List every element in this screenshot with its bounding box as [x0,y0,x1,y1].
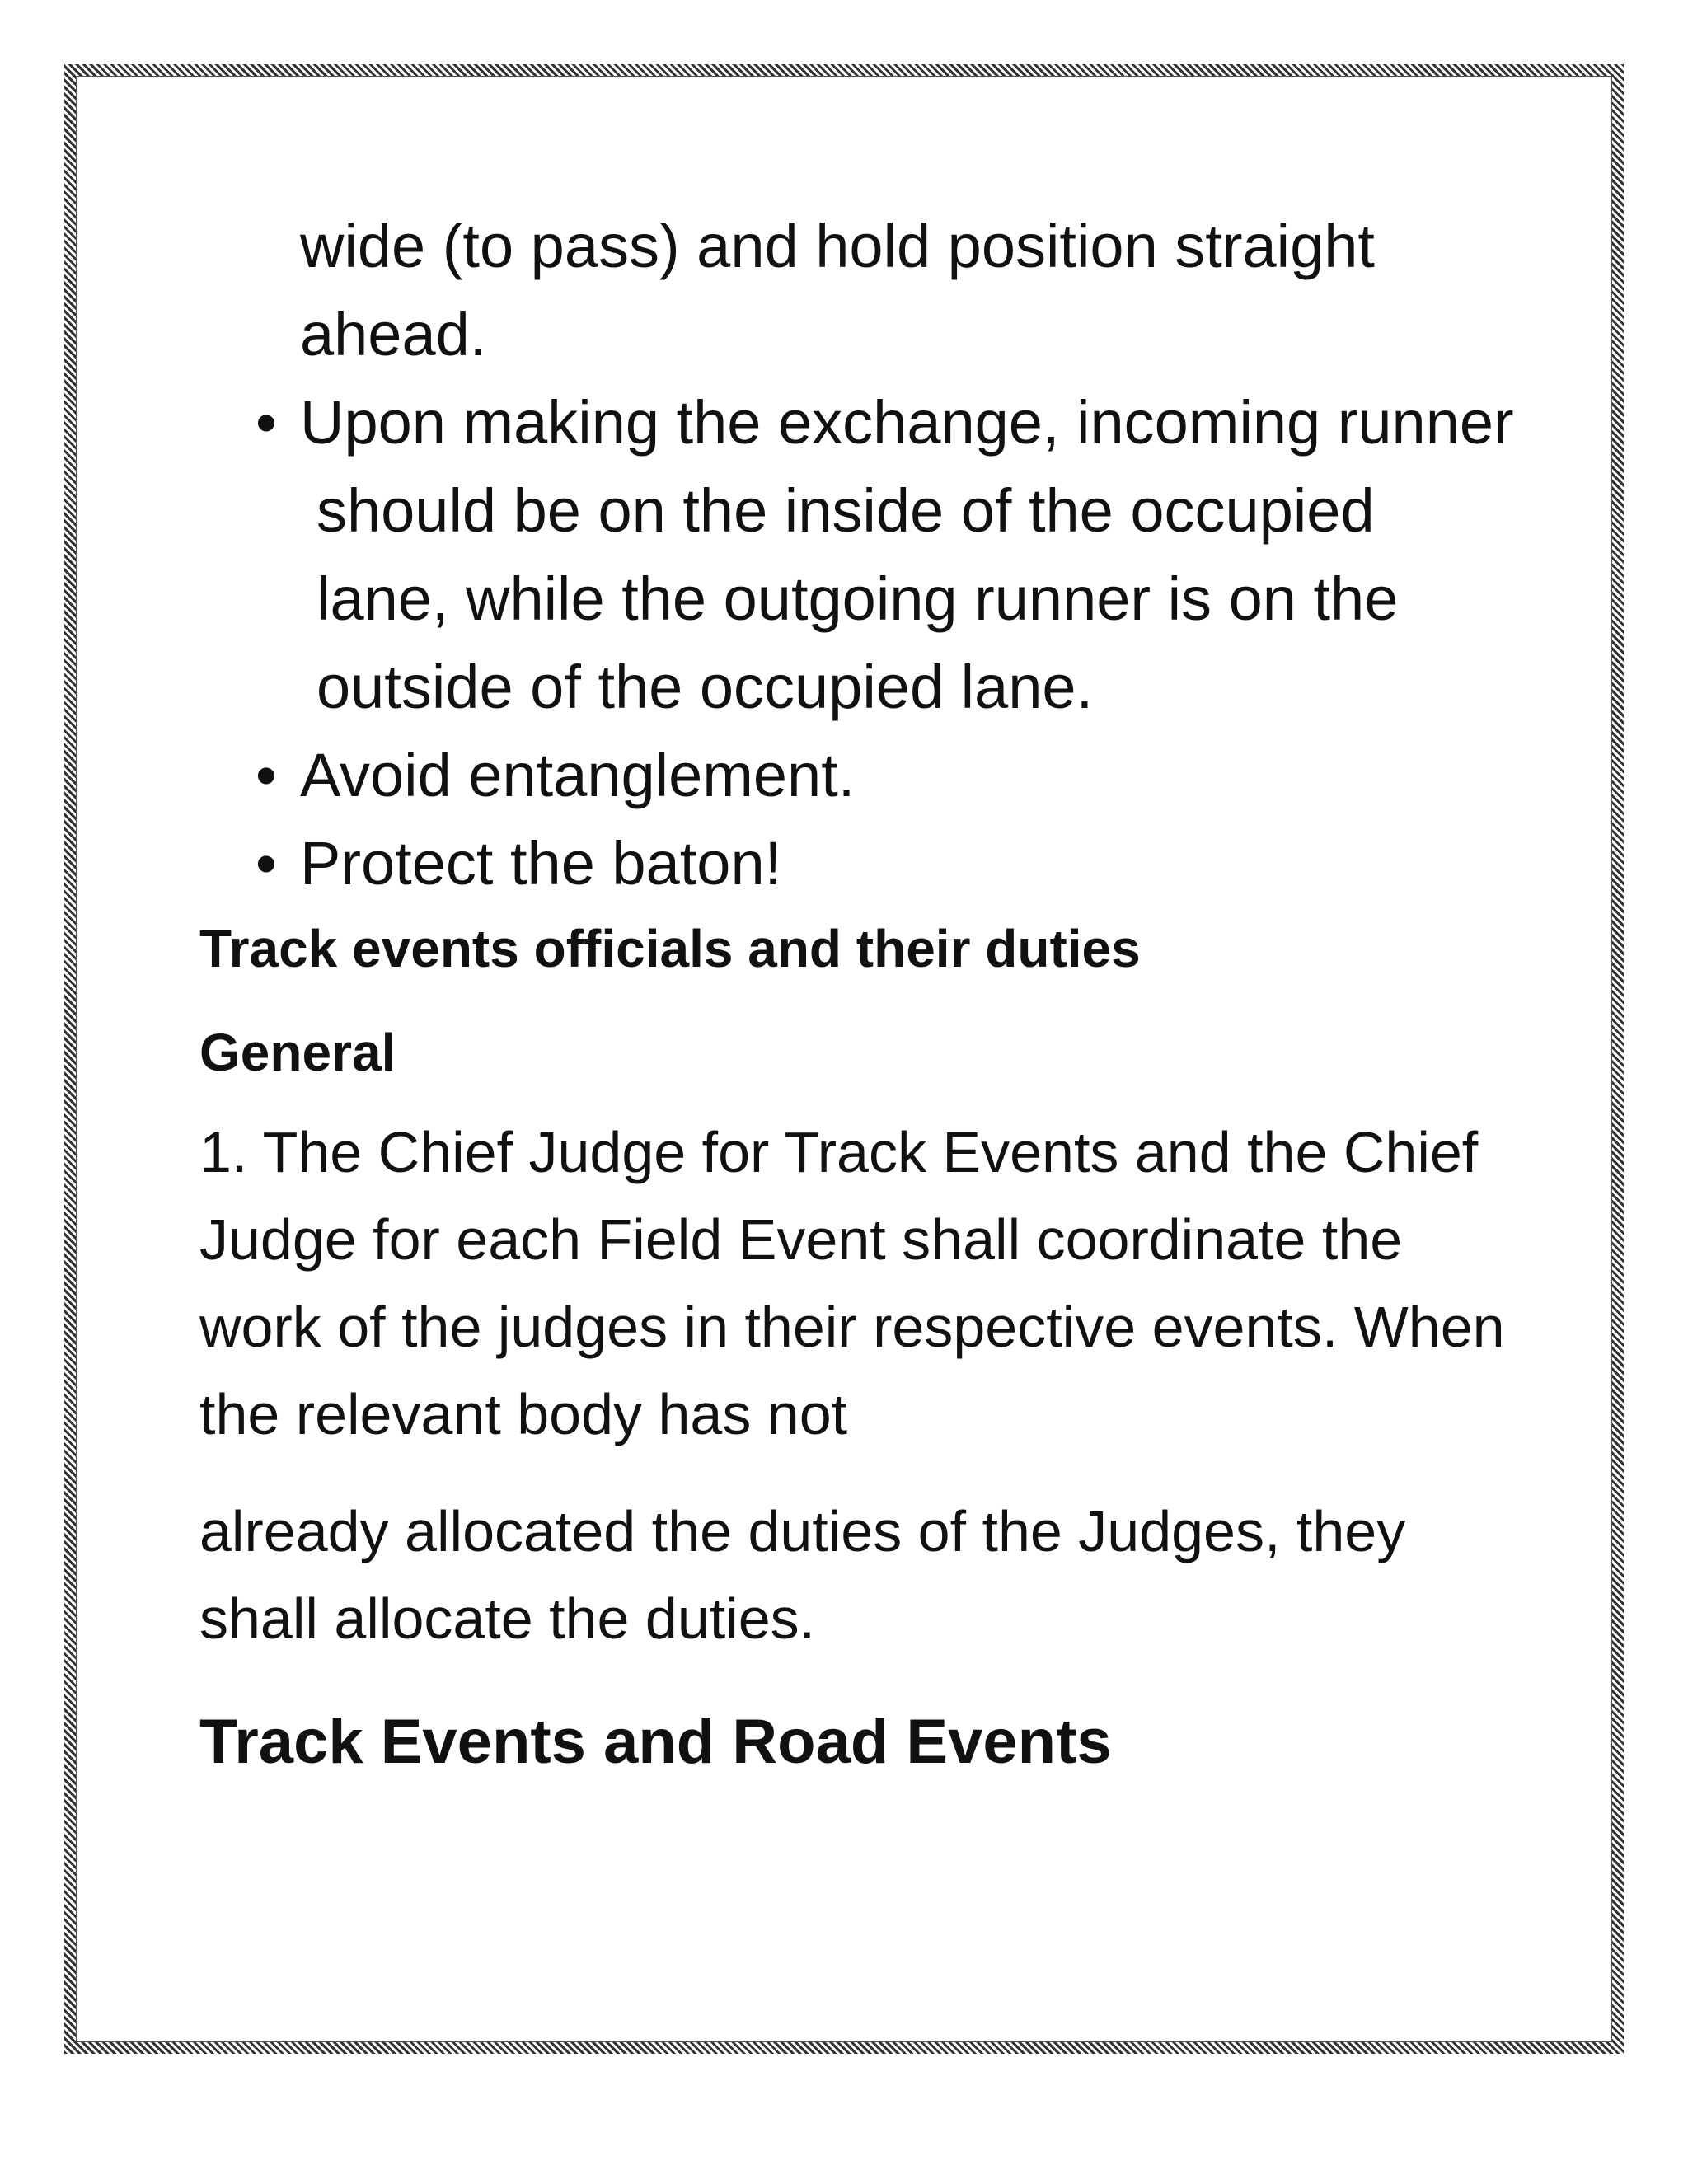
section-heading: Track events officials and their duties [199,919,1141,978]
bullet-list [199,378,1518,907]
paragraph-chief-judge: 1. The Chief Judge for Track Events and the Chief Judge for each Field Event shall coordinate the work of the judges in their respective events. When the relevant body has not [199,1120,1505,1446]
bullet-text: Upon making the exchange, incoming runner should be on the inside of the occupied lane, while the outgoing runner is on the outside of the occupied lane. [300,388,1514,721]
bullet-icon: • [256,741,277,809]
bullet-icon: • [256,829,277,898]
continuation-line-2: ahead. [300,300,487,368]
paragraph-allocation: already allocated the duties of the Judges, they shall allocate the duties. [199,1499,1406,1651]
bullet-text: Protect the baton! [300,829,782,898]
bullet-item-baton [199,819,1518,907]
bullet-item-exchange [199,378,1518,731]
continuation-line-1: wide (to pass) and hold position straight [300,212,1375,280]
bullet-icon: • [256,388,277,457]
final-heading: Track Events and Road Events [199,1707,1112,1777]
bullet-text: Avoid entanglement. [300,741,856,809]
document-body [199,202,1518,1788]
bullet-item-entanglement [199,731,1518,819]
subheading-general: General [199,1023,396,1082]
